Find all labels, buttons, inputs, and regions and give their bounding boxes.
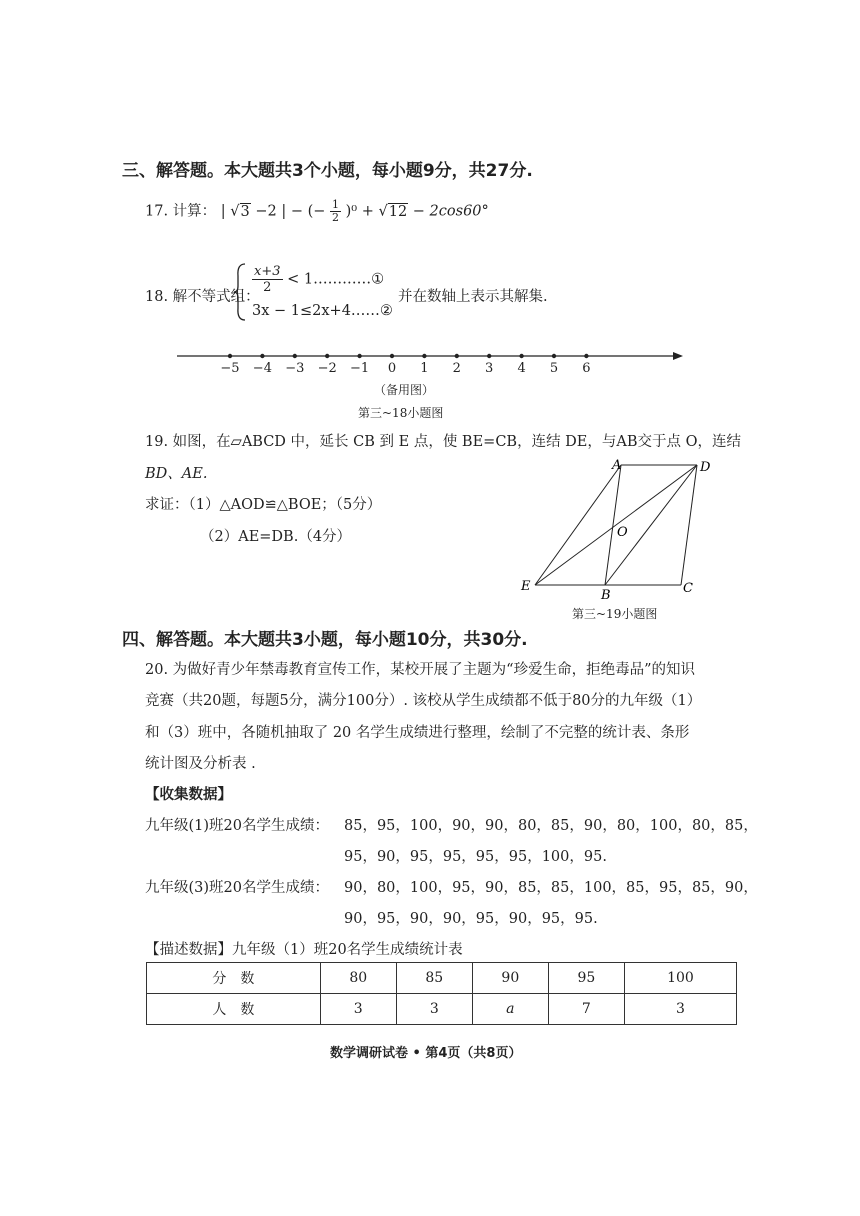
number-line-tick (584, 354, 588, 358)
q18-ineq1-num: x+3 (254, 264, 281, 279)
q20-line2: 竞赛（共20题，每题5分，满分100分）. 该校从学生成绩都不低于80分的九年级（1） (145, 693, 702, 709)
table-cell: 7 (548, 994, 624, 1025)
number-line-tick (293, 354, 297, 358)
table-cell: 3 (396, 994, 472, 1025)
q20-collect-heading: 【收集数据】 (145, 786, 232, 803)
page-footer: 数学调研试卷 • 第4页（共8页） (330, 1046, 522, 1061)
number-line-tick-label: −4 (252, 361, 272, 376)
q18-caption: 第三~18小题图 (358, 406, 444, 420)
q18-label: 18. 解不等式组： (145, 289, 260, 305)
q18-ineq1-rest: < 1…………① (287, 271, 385, 288)
q17-tail: − 2cos60° (412, 203, 489, 220)
number-line-arrow-icon (673, 352, 683, 360)
q19-part2: （2）AE=DB.（4分） (200, 529, 352, 545)
point-o-label: O (617, 525, 628, 540)
q20-class1-row1: 85，95，100，90，90，80，85，90，80，100，80，85， (344, 818, 758, 834)
q19-proof-label: 求证：（1）△AOD≌△BOE；（5分） (145, 497, 382, 513)
q20-class3-row1: 90，80，100，95，90，85，85，100，85，95，85，90， (344, 880, 758, 896)
q17-abs-tail: −2 | − (− (255, 203, 326, 220)
number-line-tick (552, 354, 556, 358)
table-cell: 3 (624, 994, 736, 1025)
q17-sqrt3: 3 (240, 203, 250, 220)
number-line-tick-label: −1 (350, 361, 370, 376)
q20-line1: 20. 为做好青少年禁毒教育宣传工作，某校开展了主题为“珍爱生命，拒绝毒品”的知识 (145, 662, 695, 678)
question-17: 17. 计算： | √3 −2 | − (− $\frac{1}{2}$ )⁰ + √12 − 2cos60° (145, 198, 489, 224)
q20-describe-heading: 【描述数据】九年级（1）班20名学生成绩统计表 (145, 942, 463, 958)
q19-line1: 19. 如图，在▱ABCD 中，延长 CB 到 E 点，使 BE=CB，连结 DE，与AB交于点 O，连结 (145, 434, 742, 450)
q17-frac-num: 1 (332, 198, 340, 211)
table-cell: 人 数 (147, 994, 321, 1025)
number-line-tick-label: 0 (387, 361, 397, 376)
table-cell: 95 (548, 963, 624, 994)
q19-line2: BD、AE. (145, 466, 208, 482)
q17-fraction (330, 199, 341, 224)
q20-class1-row2: 95，90，95，95，95，95，100，95. (344, 849, 607, 865)
table-cell: a (472, 994, 548, 1025)
point-c-label: C (683, 581, 693, 596)
number-line-tick-label: 1 (420, 361, 429, 376)
q18-ineq2: 3x − 1≤2x+4……② (252, 303, 393, 319)
number-line-tick (455, 354, 459, 358)
table-row (147, 963, 737, 994)
number-line-tick (487, 354, 491, 358)
q18-after: 并在数轴上表示其解集. (398, 289, 548, 305)
q20-class3-row2: 90，95，90，90，95，90，95，95. (344, 911, 598, 927)
q19-caption: 第三~19小题图 (572, 607, 658, 621)
q17-sqrt12: 12 (388, 203, 408, 220)
number-line-tick (325, 354, 329, 358)
q18-backup-label: （备用图） (374, 383, 435, 397)
table-cell: 100 (624, 963, 736, 994)
table-row (147, 994, 737, 1025)
q18-ineq1-frac (252, 264, 283, 295)
table-cell: 80 (320, 963, 396, 994)
number-line-tick-label: 5 (549, 361, 559, 376)
number-line-tick-label: −2 (317, 361, 337, 376)
number-line-tick (519, 354, 523, 358)
q19-figure (515, 455, 715, 605)
section-4-title: 四、解答题。本大题共3小题，每小题10分，共30分. (122, 630, 528, 650)
q17-label: 17. 计算： (145, 203, 217, 220)
point-e-label: E (521, 579, 531, 594)
q17-frac-den: 2 (332, 211, 340, 224)
number-line-tick (260, 354, 264, 358)
q20-line3: 和（3）班中，各随机抽取了 20 名学生成绩进行整理，绘制了不完整的统计表、条形 (145, 725, 690, 741)
table-cell: 分 数 (147, 963, 321, 994)
score-stat-table (146, 962, 737, 1025)
q18-brace-icon (233, 262, 247, 322)
table-cell: 3 (320, 994, 396, 1025)
point-a-label: A (612, 458, 622, 473)
q17-abs-open: | (220, 203, 226, 220)
number-line-tick (390, 354, 394, 358)
q18-ineq1-den: 2 (263, 280, 272, 295)
table-cell: 90 (472, 963, 548, 994)
q18-ineq1 (252, 264, 384, 295)
number-line-tick-label: 4 (517, 361, 526, 376)
q20-class3-label: 九年级(3)班20名学生成绩： (145, 880, 329, 896)
number-line-tick-label: −3 (285, 361, 305, 376)
number-line-tick (228, 354, 232, 358)
number-line-tick-label: 2 (452, 361, 461, 376)
number-line-tick (357, 354, 361, 358)
q20-class1-label: 九年级(1)班20名学生成绩： (145, 818, 329, 834)
number-line-tick-label: 3 (485, 361, 494, 376)
section-3-title: 三、解答题。本大题共3个小题，每小题9分，共27分. (122, 161, 533, 181)
point-d-label: D (700, 460, 711, 475)
table-cell: 85 (396, 963, 472, 994)
point-b-label: B (601, 588, 611, 603)
q17-exp: )⁰ + (345, 203, 374, 220)
number-line-tick-label: 6 (582, 361, 591, 376)
number-line-tick-label: −5 (220, 361, 240, 376)
number-line-tick (422, 354, 426, 358)
q20-line4: 统计图及分析表 . (145, 756, 256, 772)
